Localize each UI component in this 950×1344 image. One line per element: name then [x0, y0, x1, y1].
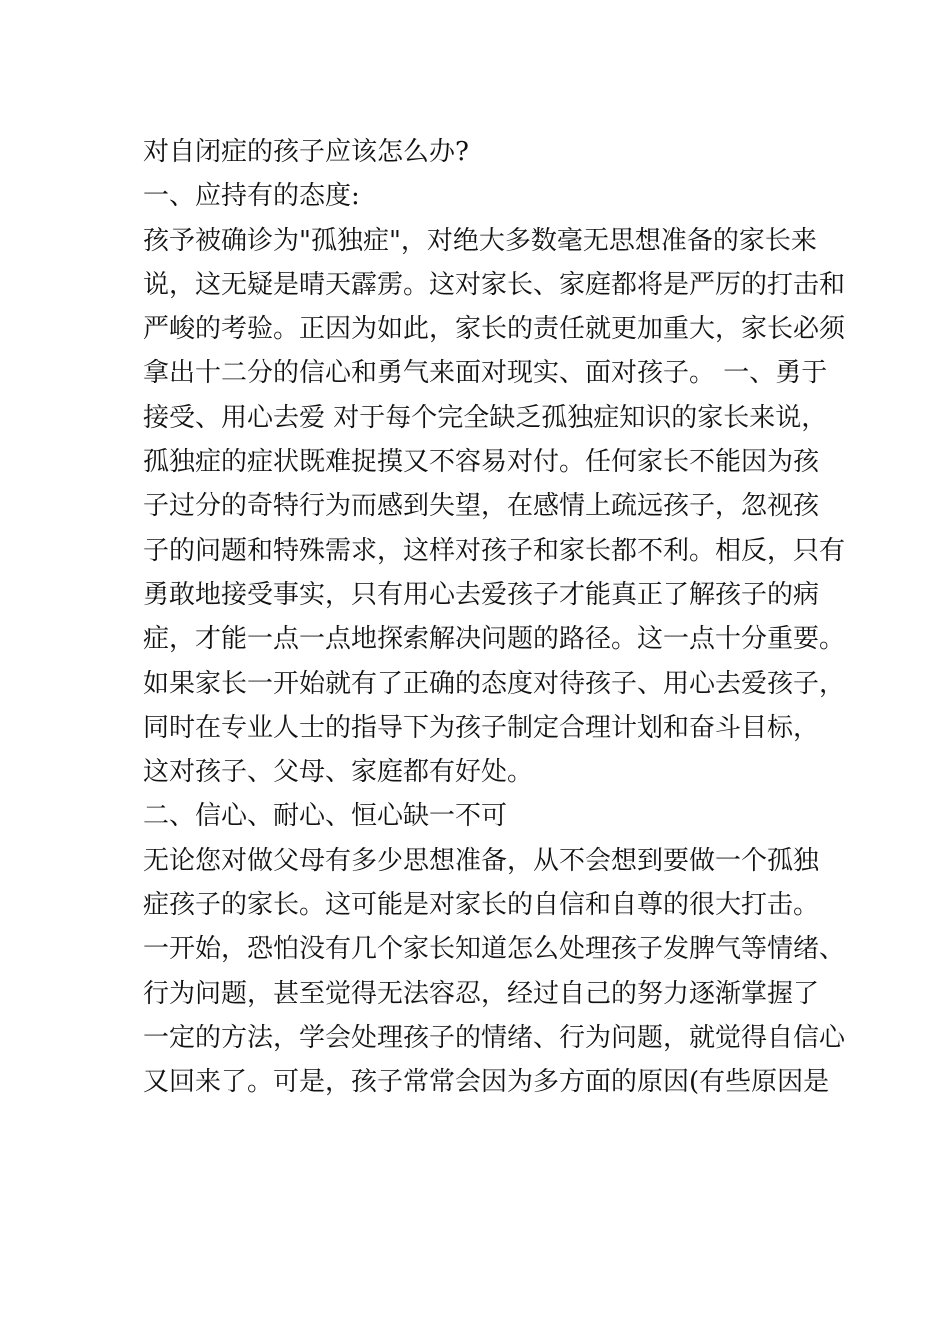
paragraph-line: 这对孩子、父母、家庭都有好处。: [143, 757, 534, 788]
paragraph-line: 行为问题，甚至觉得无法容忍，经过自己的努力逐渐掌握了: [143, 978, 820, 1009]
document-title: 对自闭症的孩子应该怎么办?: [143, 137, 469, 167]
paragraph-line: 无论您对做父母有多少思想准备，从不会想到要做一个孤独: [143, 845, 820, 876]
paragraph-line: 勇敢地接受事实，只有用心去爱孩子才能真正了解孩子的病: [143, 579, 820, 610]
paragraph-line: 一开始，恐怕没有几个家长知道怎么处理孩子发脾气等情绪、: [143, 934, 846, 965]
paragraph-line: 症孩子的家长。这可能是对家长的自信和自尊的很大打击。: [143, 890, 820, 921]
paragraph-line: 拿出十二分的信心和勇气来面对现实、面对孩子。 一、勇于: [143, 358, 828, 389]
paragraph-line: 说，这无疑是晴天霹雳。这对家长、家庭都将是严厉的打击和: [143, 269, 846, 300]
paragraph-line: 如果家长一开始就有了正确的态度对待孩子、用心去爱孩子，: [143, 668, 846, 699]
paragraph-line: 子过分的奇特行为而感到失望，在感情上疏远孩子，忽视孩: [143, 491, 820, 522]
paragraph-line: 同时在专业人士的指导下为孩子制定合理计划和奋斗目标，: [143, 712, 820, 743]
paragraph-line: 接受、用心去爱 对于每个完全缺乏孤独症知识的家长来说，: [143, 402, 828, 433]
paragraph-line: 严峻的考验。正因为如此，家长的责任就更加重大，家长必须: [143, 314, 846, 345]
paragraph-line: 症，才能一点一点地探索解决问题的路径。这一点十分重要。: [143, 624, 846, 655]
paragraph-line: 孩予被确诊为"孤独症"，对绝大多数毫无思想准备的家长来: [143, 225, 817, 256]
document-body: [143, 130, 846, 1105]
paragraph-line: 孤独症的症状既难捉摸又不容易对付。任何家长不能因为孩: [143, 447, 820, 478]
section-heading-1: 一、应持有的态度:: [143, 181, 360, 212]
paragraph-line: 子的问题和特殊需求，这样对孩子和家长都不利。相反，只有: [143, 535, 846, 566]
paragraph-line: 一定的方法，学会处理孩子的情绪、行为问题，就觉得自信心: [143, 1022, 846, 1053]
paragraph-line: 又回来了。可是，孩子常常会因为多方面的原因(有些原因是: [143, 1067, 830, 1098]
section-heading-2: 二、信心、耐心、恒心缺一不可: [143, 801, 508, 832]
